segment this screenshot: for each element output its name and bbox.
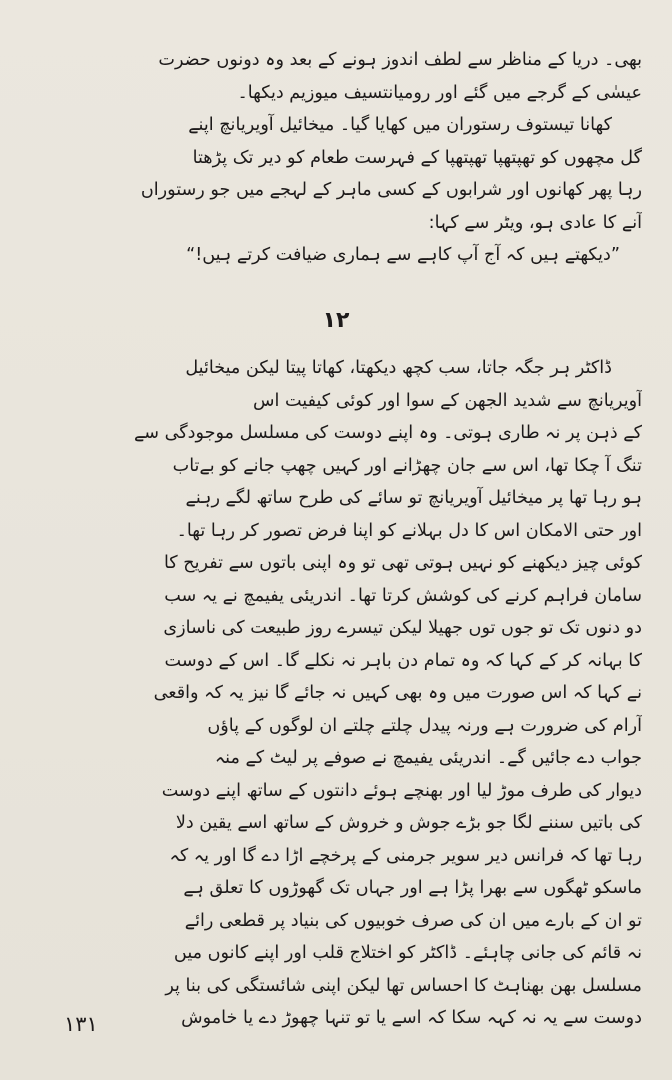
text-line: ماسکو ٹھگوں سے بھرا پڑا ہے اور جہاں تک گھوڑوں کا تعلق ہے (183, 878, 642, 898)
text-line: کھانا تیستوف رستوران میں کھایا گیا۔ میخائیل آویریانچ اپنے (188, 115, 612, 135)
text-line: عیسٰی کے گرجے میں گئے اور رومیانتسیف میوزیم دیکھا۔ (237, 82, 642, 103)
text-line: کے ذہن پر نہ طاری ہوتی۔ وہ اپنے دوست کی مسلسل موجودگی سے (133, 423, 642, 443)
top-paragraph (52, 44, 642, 272)
text-line: رہا تھا کہ فرانس دیر سویر جرمنی کے پرخچے اڑا دے گا اور یہ کہ (169, 845, 642, 866)
text-line: مسلسل بھن بھناہٹ کا احساس تھا لیکن اپنی شائستگی کی بنا پر (165, 975, 642, 996)
chapter-number: ۱۲ (322, 308, 350, 333)
text-line: سامان فراہم کرنے کی کوشش کرتا تھا۔ اندریئی یفیمچ نے یہ سب (164, 585, 642, 606)
text-line: ڈاکٹر ہر جگہ جاتا، سب کچھ دیکھتا، کھاتا پیتا لیکن میخائیل (185, 358, 612, 378)
main-paragraph (52, 352, 642, 1035)
text-line: کوئی چیز دیکھنے کو نہیں ہوتی تھی تو وہ اپنی باتوں سے تفریح کا (163, 553, 642, 573)
text-line: رہا پھر کھانوں اور شرابوں کے کسی ماہر کے لہجے میں جو رستوراں (140, 180, 642, 200)
text-line: آویریانچ سے شدید الجھن کے سوا اور کوئی کیفیت اس (253, 390, 642, 411)
text-line: دوست سے یہ نہ کہہ سکا کہ اسے یا تو تنہا چھوڑ دے یا خاموش (181, 1008, 642, 1028)
text-line: کی باتیں سننے لگا جو بڑے جوش و خروش کے ساتھ اسے یقین دلا (175, 813, 642, 833)
text-line: کا بہانہ کر کے کہا کہ وہ تمام دن باہر نہ نکلے گا۔ اس کے دوست (164, 650, 642, 671)
text-line: گل مچھوں کو تھپتھپا تھپتھپا کے فہرست طعام کو دیر تک پڑھتا (192, 147, 642, 168)
text-line: بھی۔ دریا کے مناظر سے لطف اندوز ہونے کے بعد وہ دونوں حضرت (158, 50, 642, 70)
text-line: جواب دے جائیں گے۔ اندریئی یفیمچ نے صوفے پر لیٹ کے منہ (214, 748, 642, 768)
text-line: آرام کی ضرورت ہے ورنہ پیدل چلتے چلتے ان لوگوں کے پاؤں (207, 715, 642, 736)
text-line: تو ان کے بارے میں ان کی صرف خوبیوں کی بنیاد پر قطعی رائے (184, 910, 642, 931)
page-number: ۱۳۱ (64, 1012, 98, 1036)
text-line: دیوار کی طرف موڑ لیا اور بھنچے ہوئے دانتوں کے ساتھ اپنے دوست (161, 780, 642, 801)
dialogue-line: ”دیکھتے ہیں کہ آج آپ کاہے سے ہماری ضیافت کرتے ہیں!“ (186, 245, 620, 265)
text-line: اور حتی الامکان اس کا دل بہلانے کو اپنا فرض تصور کر رہا تھا۔ (176, 520, 642, 541)
text-line: دو دنوں تک تو جوں توں جھیلا لیکن تیسرے روز طبیعت کی ناسازی (163, 618, 642, 638)
text-line: نے کہا کہ اس صورت میں وہ بھی کہیں نہ جائے گا نیز یہ کہ واقعی (153, 683, 642, 703)
text-line: نہ قائم کی جانی چاہئے۔ ڈاکٹر کو اختلاج قلب اور اپنے کانوں میں (173, 943, 642, 963)
text-line: تنگ آ چکا تھا، اس سے جان چھڑانے اور کہیں چھپ جانے کو بےتاب (172, 455, 642, 476)
text-line: ہو رہا تھا پر میخائیل آویریانچ تو سائے کی طرح ساتھ لگے رہنے (185, 488, 642, 508)
text-line: آنے کا عادی ہو، ویٹر سے کہا: (428, 212, 642, 233)
